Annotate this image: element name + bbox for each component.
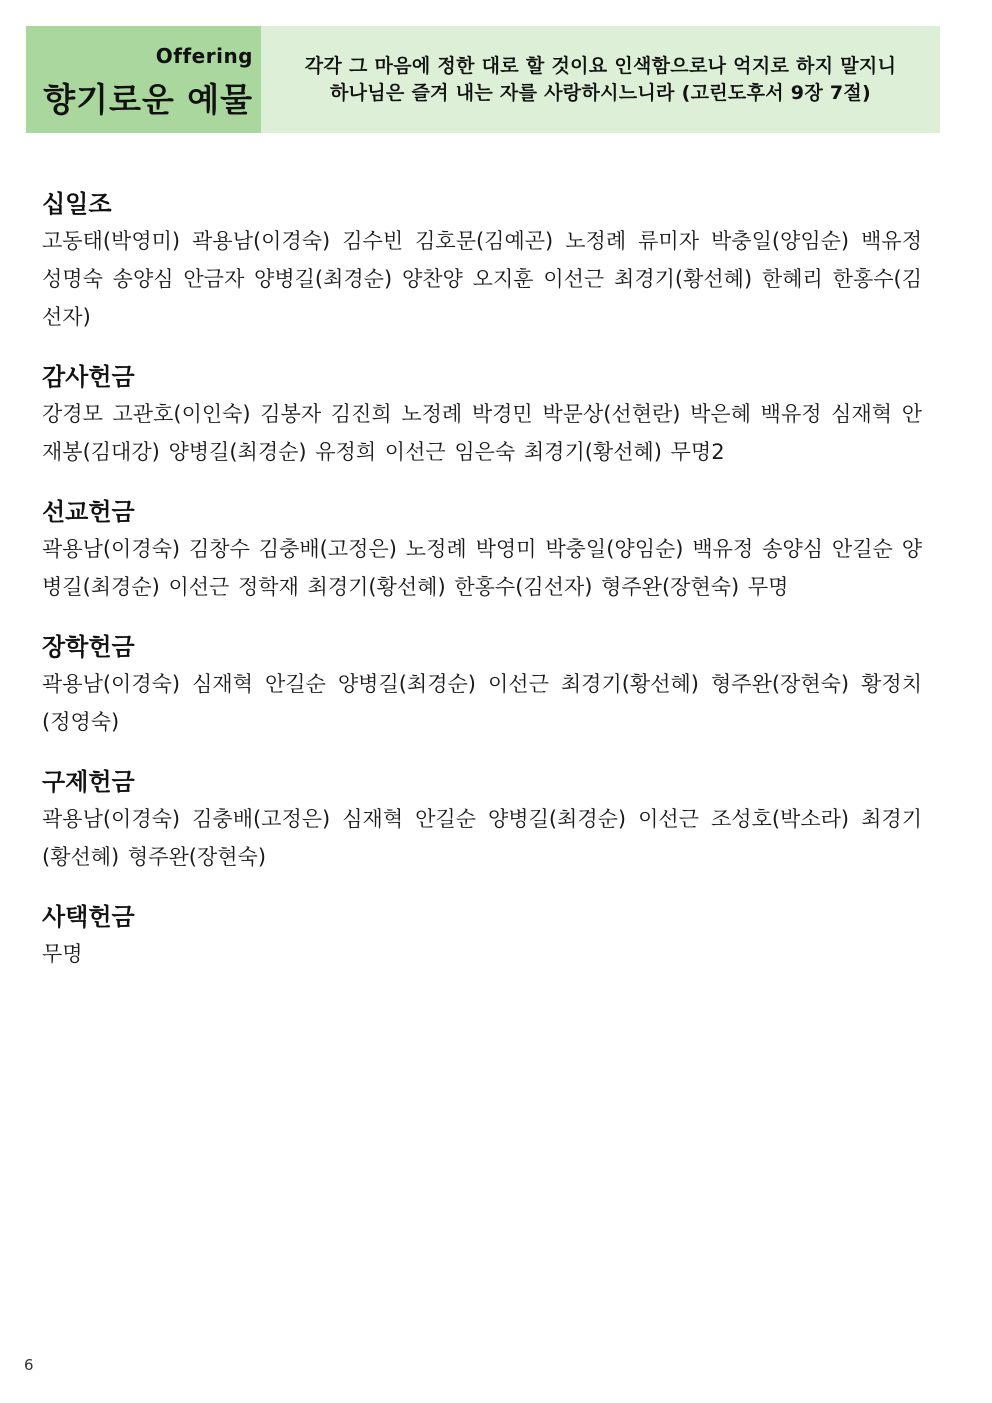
section-title: 사택헌금 bbox=[42, 903, 135, 931]
section-thanksgiving bbox=[42, 359, 922, 471]
section-tithe bbox=[42, 186, 922, 336]
section-mission bbox=[42, 494, 922, 606]
header-verse-block bbox=[261, 26, 940, 133]
header-korean-title: 향기로운 예물 bbox=[43, 80, 253, 119]
header-english-title: Offering bbox=[155, 44, 253, 68]
section-title: 감사헌금 bbox=[42, 363, 135, 391]
section-title: 십일조 bbox=[42, 190, 112, 218]
section-title: 구제헌금 bbox=[42, 768, 135, 796]
section-relief bbox=[42, 764, 922, 876]
section-names: 곽용남(이경숙) 김충배(고정은) 심재혁 안길순 양병길(최경순) 이선근 조성호(박소라) 최경기(황선혜) 형주완(장현숙) bbox=[42, 807, 922, 869]
page-number: 6 bbox=[24, 1356, 34, 1374]
offering-header bbox=[26, 26, 940, 133]
section-names: 고동태(박영미) 곽용남(이경숙) 김수빈 김호문(김예곤) 노정례 류미자 박충일(양임순) 백유정 성명숙 송양심 안금자 양병길(최경순) 양찬양 오지훈 이선근 최경기(황선혜) 한혜리 한홍수(김선자) bbox=[42, 229, 922, 329]
section-names: 강경모 고관호(이인숙) 김봉자 김진희 노정례 박경민 박문상(선현란) 박은혜 백유정 심재혁 안재봉(김대강) 양병길(최경순) 유정희 이선근 임은숙 최경기(황선혜) 무명2 bbox=[42, 402, 922, 464]
section-names: 무명 bbox=[42, 942, 83, 966]
section-parsonage bbox=[42, 899, 922, 973]
section-scholarship bbox=[42, 629, 922, 741]
header-title-block bbox=[26, 26, 261, 133]
verse-line-1: 각각 그 마음에 정한 대로 할 것이요 인색함으로나 억지로 하지 말지니 bbox=[304, 54, 897, 77]
section-names: 곽용남(이경숙) 심재혁 안길순 양병길(최경순) 이선근 최경기(황선혜) 형주완(장현숙) 황정치(정영숙) bbox=[42, 672, 922, 734]
offering-list bbox=[42, 186, 922, 996]
section-names: 곽용남(이경숙) 김창수 김충배(고정은) 노정례 박영미 박충일(양임순) 백유정 송양심 안길순 양병길(최경순) 이선근 정학재 최경기(황선혜) 한홍수(김선자) 형주완(장현숙) 무명 bbox=[42, 537, 922, 599]
section-title: 선교헌금 bbox=[42, 498, 135, 526]
verse-line-2: 하나님은 즐겨 내는 자를 사랑하시느니라 (고린도후서 9장 7절) bbox=[329, 81, 872, 104]
section-title: 장학헌금 bbox=[42, 633, 135, 661]
